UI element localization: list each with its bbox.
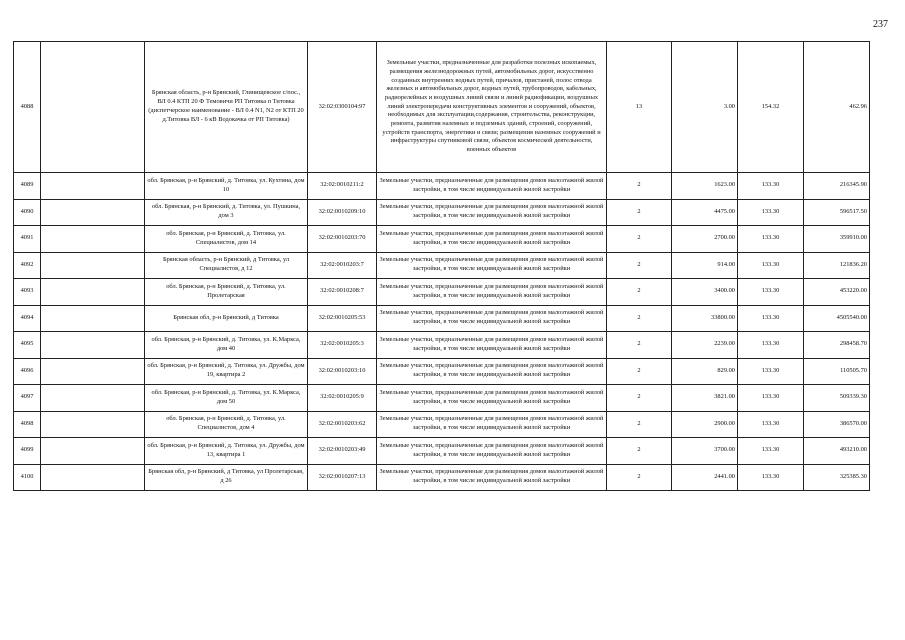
- specific-value-cell: 154.32: [738, 42, 804, 173]
- address-cell: обл. Брянская, р-н Брянский, д. Титовка, ул. К.Маркса, дом 50: [145, 385, 308, 412]
- area-cell: 33800.00: [672, 305, 738, 332]
- category-code-cell: 2: [607, 279, 672, 306]
- land-use-cell: Земельные участки, предназначенные для размещения домов малоэтажной жилой застройки, в том числе индивидуальной жилой застройки: [377, 411, 607, 438]
- specific-value-cell: 133.30: [738, 252, 804, 279]
- table-row: [14, 305, 870, 332]
- cadastral-value-cell: 4505540.00: [804, 305, 870, 332]
- blank-cell: [41, 385, 145, 412]
- cadastral-value-cell: 493210.00: [804, 438, 870, 465]
- blank-cell: [41, 199, 145, 226]
- address-cell: Брянская область, р-н Брянский, д Титовка, ул Специалистов, д 12: [145, 252, 308, 279]
- specific-value-cell: 133.30: [738, 279, 804, 306]
- row-number: 4093: [14, 279, 41, 306]
- specific-value-cell: 133.30: [738, 464, 804, 491]
- land-use-cell: Земельные участки, предназначенные для размещения домов малоэтажной жилой застройки, в том числе индивидуальной жилой застройки: [377, 358, 607, 385]
- area-cell: 914.00: [672, 252, 738, 279]
- row-number: 4095: [14, 332, 41, 359]
- cadastral-number-cell: 32:02:0010203:49: [308, 438, 377, 465]
- blank-cell: [41, 332, 145, 359]
- address-cell: обл. Брянская, р-н Брянский, д. Титовка, ул. К.Маркса, дом 40: [145, 332, 308, 359]
- cadastral-value-cell: 359910.00: [804, 226, 870, 253]
- table-row: [14, 173, 870, 200]
- blank-cell: [41, 252, 145, 279]
- table-body: [14, 42, 870, 491]
- blank-cell: [41, 438, 145, 465]
- cadastral-value-cell: 453220.00: [804, 279, 870, 306]
- land-use-cell: Земельные участки, предназначенные для размещения домов малоэтажной жилой застройки, в том числе индивидуальной жилой застройки: [377, 464, 607, 491]
- table-row: [14, 385, 870, 412]
- area-cell: 3700.00: [672, 438, 738, 465]
- cadastral-number-cell: 32:02:0010209:10: [308, 199, 377, 226]
- specific-value-cell: 133.30: [738, 173, 804, 200]
- address-cell: обл. Брянская, р-н Брянский, д. Титовка, ул. Дружбы, дом 19, квартира 2: [145, 358, 308, 385]
- area-cell: 2239.00: [672, 332, 738, 359]
- blank-cell: [41, 173, 145, 200]
- row-number: 4098: [14, 411, 41, 438]
- cadastral-number-cell: 32:02:0010203:10: [308, 358, 377, 385]
- table-row: [14, 226, 870, 253]
- cadastral-number-cell: 32:02:0010205:9: [308, 385, 377, 412]
- cadastral-number-cell: 32:02:0010211:2: [308, 173, 377, 200]
- category-code-cell: 2: [607, 305, 672, 332]
- cadastral-value-cell: 509339.30: [804, 385, 870, 412]
- specific-value-cell: 133.30: [738, 305, 804, 332]
- row-number: 4097: [14, 385, 41, 412]
- area-cell: 3821.00: [672, 385, 738, 412]
- cadastral-value-cell: 110505.70: [804, 358, 870, 385]
- address-cell: обл. Брянская, р-н Брянский, д. Титовка, ул. Дружбы, дом 13, квартира 1: [145, 438, 308, 465]
- cadastral-value-cell: 298458.70: [804, 332, 870, 359]
- area-cell: 4475.00: [672, 199, 738, 226]
- area-cell: 3.00: [672, 42, 738, 173]
- land-use-cell: Земельные участки, предназначенные для размещения домов малоэтажной жилой застройки, в том числе индивидуальной жилой застройки: [377, 438, 607, 465]
- table-row: [14, 199, 870, 226]
- blank-cell: [41, 226, 145, 253]
- table-row: [14, 411, 870, 438]
- category-code-cell: 2: [607, 332, 672, 359]
- category-code-cell: 2: [607, 358, 672, 385]
- table-row: [14, 438, 870, 465]
- land-use-cell: Земельные участки, предназначенные для размещения домов малоэтажной жилой застройки, в том числе индивидуальной жилой застройки: [377, 385, 607, 412]
- cadastral-number-cell: 32:02:0010205:53: [308, 305, 377, 332]
- cadastral-value-cell: 121836.20: [804, 252, 870, 279]
- row-number: 4091: [14, 226, 41, 253]
- address-cell: обл. Брянская, р-н Брянский, д. Титовка, ул. Специалистов, дом 14: [145, 226, 308, 253]
- cadastral-value-cell: 596517.50: [804, 199, 870, 226]
- table-row: [14, 332, 870, 359]
- row-number: 4096: [14, 358, 41, 385]
- land-use-cell: Земельные участки, предназначенные для размещения домов малоэтажной жилой застройки, в том числе индивидуальной жилой застройки: [377, 252, 607, 279]
- area-cell: 3400.00: [672, 279, 738, 306]
- category-code-cell: 2: [607, 464, 672, 491]
- specific-value-cell: 133.30: [738, 385, 804, 412]
- table-row: [14, 358, 870, 385]
- cadastral-number-cell: 32:02:0300104:97: [308, 42, 377, 173]
- specific-value-cell: 133.30: [738, 358, 804, 385]
- address-cell: обл. Брянская, р-н Брянский, д. Титовка, ул. Специалистов, дом 4: [145, 411, 308, 438]
- land-use-cell: Земельные участки, предназначенные для размещения домов малоэтажной жилой застройки, в том числе индивидуальной жилой застройки: [377, 199, 607, 226]
- cadastral-value-cell: 462.96: [804, 42, 870, 173]
- land-use-cell: Земельные участки, предназначенные для размещения домов малоэтажной жилой застройки, в том числе индивидуальной жилой застройки: [377, 279, 607, 306]
- row-number: 4088: [14, 42, 41, 173]
- category-code-cell: 2: [607, 411, 672, 438]
- category-code-cell: 2: [607, 199, 672, 226]
- cadastral-value-cell: 386570.00: [804, 411, 870, 438]
- land-use-cell: Земельные участки, предназначенные для размещения домов малоэтажной жилой застройки, в том числе индивидуальной жилой застройки: [377, 226, 607, 253]
- cadastral-value-cell: 325385.30: [804, 464, 870, 491]
- table-row: [14, 42, 870, 173]
- land-use-cell: Земельные участки, предназначенные для размещения домов малоэтажной жилой застройки, в том числе индивидуальной жилой застройки: [377, 305, 607, 332]
- page-number: 237: [873, 19, 888, 30]
- area-cell: 1623.00: [672, 173, 738, 200]
- row-number: 4092: [14, 252, 41, 279]
- blank-cell: [41, 279, 145, 306]
- specific-value-cell: 133.30: [738, 411, 804, 438]
- specific-value-cell: 133.30: [738, 438, 804, 465]
- specific-value-cell: 133.30: [738, 226, 804, 253]
- area-cell: 2900.00: [672, 411, 738, 438]
- category-code-cell: 2: [607, 438, 672, 465]
- cadastral-number-cell: 32:02:0010205:3: [308, 332, 377, 359]
- address-cell: Брянская область, р-н Брянский, Глинищевское с/пос., ВЛ 0.4 КТП 20 Ф Темовичи РП Титовка п Титовка (диспетчерское наименование - ВЛ 0.4 N1, N2 от КТП 20 д.Титовка ВЛ - 6 кВ Водокачка от РП Титовка): [145, 42, 308, 173]
- category-code-cell: 2: [607, 252, 672, 279]
- cadastral-value-table: [13, 41, 870, 491]
- cadastral-number-cell: 32:02:0010203:62: [308, 411, 377, 438]
- land-use-cell: Земельные участки, предназначенные для разработки полезных ископаемых, размещения железнодорожных путей, автомобильных дорог, искусственно созданных внутренних водных путей, причалов, пристаней, полос отвода железных и автомобильных дорог, водных путей, трубопроводов, кабельных, радиорелейных и воздушных линий связи и линий радиофикации, воздушных линий электропередачи конструктивных элементов и сооружений, объектов, необходимых для эксплуатации,содержания, строительства, реконструкции, ремонта, развития наземных и подземных зданий, строений, сооружений, устройств транспорта, энергетики и связи; размещения наземных сооружений и инфраструктуры спутниковой связи, объектов космической деятельности, военных объектов: [377, 42, 607, 173]
- category-code-cell: 2: [607, 385, 672, 412]
- cadastral-number-cell: 32:02:0010208:7: [308, 279, 377, 306]
- category-code-cell: 13: [607, 42, 672, 173]
- area-cell: 2441.00: [672, 464, 738, 491]
- address-cell: Брянская обл, р-н Брянский, д Титовка, ул Пролетарская, д 26: [145, 464, 308, 491]
- land-use-cell: Земельные участки, предназначенные для размещения домов малоэтажной жилой застройки, в том числе индивидуальной жилой застройки: [377, 173, 607, 200]
- address-cell: обл. Брянская, р-н Брянский, д. Титовка, ул. Кухтина, дом 10: [145, 173, 308, 200]
- cadastral-number-cell: 32:02:0010207:13: [308, 464, 377, 491]
- blank-cell: [41, 305, 145, 332]
- specific-value-cell: 133.30: [738, 332, 804, 359]
- table-row: [14, 464, 870, 491]
- cadastral-number-cell: 32:02:0010203:70: [308, 226, 377, 253]
- cadastral-number-cell: 32:02:0010203:7: [308, 252, 377, 279]
- address-cell: Брянская обл, р-н Брянский, д Титовка: [145, 305, 308, 332]
- land-use-cell: Земельные участки, предназначенные для размещения домов малоэтажной жилой застройки, в том числе индивидуальной жилой застройки: [377, 332, 607, 359]
- blank-cell: [41, 42, 145, 173]
- table-row: [14, 252, 870, 279]
- row-number: 4099: [14, 438, 41, 465]
- address-cell: обл. Брянская, р-н Брянский, д. Титовка, ул. Пролетарская: [145, 279, 308, 306]
- area-cell: 2700.00: [672, 226, 738, 253]
- row-number: 4089: [14, 173, 41, 200]
- area-cell: 829.00: [672, 358, 738, 385]
- category-code-cell: 2: [607, 173, 672, 200]
- row-number: 4090: [14, 199, 41, 226]
- row-number: 4100: [14, 464, 41, 491]
- cadastral-value-cell: 216345.90: [804, 173, 870, 200]
- blank-cell: [41, 411, 145, 438]
- row-number: 4094: [14, 305, 41, 332]
- blank-cell: [41, 358, 145, 385]
- category-code-cell: 2: [607, 226, 672, 253]
- table-row: [14, 279, 870, 306]
- blank-cell: [41, 464, 145, 491]
- specific-value-cell: 133.30: [738, 199, 804, 226]
- address-cell: обл. Брянская, р-н Брянский, д. Титовка, ул. Пушкина, дом 3: [145, 199, 308, 226]
